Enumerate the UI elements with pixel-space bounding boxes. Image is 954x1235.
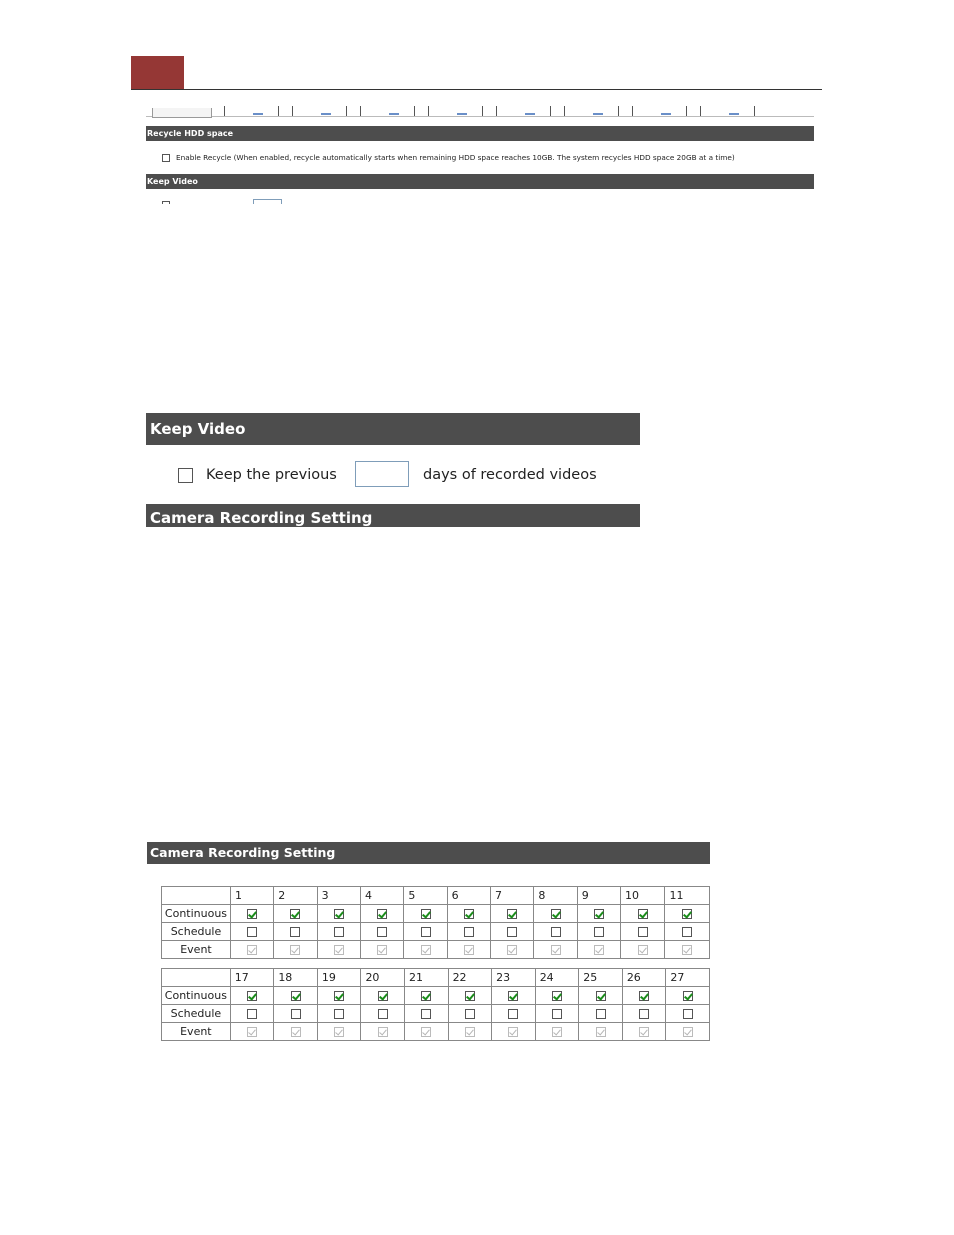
event-checkbox-disabled	[508, 1027, 518, 1037]
continuous-checkbox[interactable]	[682, 909, 692, 919]
schedule-checkbox[interactable]	[596, 1009, 606, 1019]
keep-days-input[interactable]	[253, 199, 282, 204]
camera-number: 1	[230, 887, 273, 905]
event-checkbox-disabled	[682, 945, 692, 955]
camera-number: 7	[491, 887, 534, 905]
schedule-checkbox[interactable]	[421, 927, 431, 937]
continuous-checkbox[interactable]	[291, 991, 301, 1001]
camera-grid-1	[161, 886, 710, 959]
schedule-checkbox[interactable]	[683, 1009, 693, 1019]
schedule-checkbox[interactable]	[638, 927, 648, 937]
continuous-checkbox[interactable]	[377, 909, 387, 919]
camera-number: 8	[534, 887, 577, 905]
tab-marker[interactable]	[321, 113, 331, 115]
keep-prefix-label: Keep the previous	[206, 467, 337, 483]
screenshot-keep-video	[146, 413, 640, 527]
continuous-checkbox[interactable]	[507, 909, 517, 919]
tab-divider	[482, 106, 483, 116]
tab-divider	[496, 106, 497, 116]
event-checkbox-disabled	[247, 1027, 257, 1037]
tab-divider	[414, 106, 415, 116]
camera-number: 2	[274, 887, 317, 905]
continuous-checkbox[interactable]	[551, 909, 561, 919]
event-checkbox-disabled	[596, 1027, 606, 1037]
tab-divider	[550, 106, 551, 116]
camera-number: 25	[579, 969, 623, 987]
tab-divider	[360, 106, 361, 116]
tab-strip	[146, 104, 814, 118]
schedule-checkbox[interactable]	[551, 927, 561, 937]
schedule-checkbox[interactable]	[507, 927, 517, 937]
continuous-checkbox[interactable]	[465, 991, 475, 1001]
camera-header-row	[162, 969, 710, 987]
continuous-checkbox[interactable]	[638, 909, 648, 919]
schedule-row	[162, 1005, 710, 1023]
tab-divider	[632, 106, 633, 116]
event-checkbox-disabled	[421, 1027, 431, 1037]
continuous-checkbox[interactable]	[508, 991, 518, 1001]
camera-number: 24	[535, 969, 579, 987]
schedule-checkbox[interactable]	[291, 1009, 301, 1019]
header-color-tab	[131, 56, 184, 90]
tab-marker[interactable]	[593, 113, 603, 115]
tab-divider	[754, 106, 755, 116]
camera-number: 17	[230, 969, 274, 987]
schedule-checkbox[interactable]	[682, 927, 692, 937]
tab-marker[interactable]	[661, 113, 671, 115]
schedule-checkbox[interactable]	[552, 1009, 562, 1019]
keep-video-checkbox[interactable]	[178, 468, 193, 483]
schedule-checkbox[interactable]	[334, 1009, 344, 1019]
camera-number: 4	[360, 887, 403, 905]
tab-divider	[686, 106, 687, 116]
event-checkbox-disabled	[421, 945, 431, 955]
keep-video-section-bar: Keep Video	[146, 174, 814, 189]
tab-marker[interactable]	[389, 113, 399, 115]
continuous-checkbox[interactable]	[334, 991, 344, 1001]
event-checkbox-disabled	[378, 1027, 388, 1037]
event-row	[162, 1023, 710, 1041]
event-checkbox-disabled	[465, 1027, 475, 1037]
event-checkbox-disabled	[247, 945, 257, 955]
schedule-row	[162, 923, 710, 941]
continuous-checkbox[interactable]	[464, 909, 474, 919]
enable-recycle-checkbox[interactable]	[162, 154, 170, 162]
continuous-checkbox[interactable]	[596, 991, 606, 1001]
continuous-checkbox[interactable]	[421, 991, 431, 1001]
camera-recording-section-bar: Camera Recording Setting	[147, 842, 710, 864]
keep-video-checkbox[interactable]	[162, 201, 170, 204]
tab-marker[interactable]	[729, 113, 739, 115]
screenshot-camera-recording	[147, 842, 710, 1042]
header-rule	[131, 89, 822, 90]
schedule-checkbox[interactable]	[464, 927, 474, 937]
event-checkbox-disabled	[594, 945, 604, 955]
tab-divider	[700, 106, 701, 116]
keep-suffix-label: days of recorded videos	[423, 467, 597, 483]
camera-number: 19	[317, 969, 361, 987]
row-label-schedule: Schedule	[162, 1005, 231, 1023]
tab-marker[interactable]	[525, 113, 535, 115]
camera-number: 22	[448, 969, 492, 987]
event-checkbox-disabled	[290, 945, 300, 955]
event-checkbox-disabled	[507, 945, 517, 955]
camera-number: 9	[577, 887, 620, 905]
event-checkbox-disabled	[291, 1027, 301, 1037]
tab-divider	[224, 106, 225, 116]
event-checkbox-disabled	[377, 945, 387, 955]
keep-video-section-bar: Keep Video	[146, 413, 640, 445]
event-checkbox-disabled	[638, 945, 648, 955]
camera-number: 6	[447, 887, 490, 905]
continuous-checkbox[interactable]	[594, 909, 604, 919]
camera-number: 20	[361, 969, 405, 987]
camera-number: 26	[622, 969, 666, 987]
schedule-checkbox[interactable]	[508, 1009, 518, 1019]
schedule-checkbox[interactable]	[378, 1009, 388, 1019]
schedule-checkbox[interactable]	[290, 927, 300, 937]
continuous-checkbox[interactable]	[334, 909, 344, 919]
continuous-checkbox[interactable]	[247, 991, 257, 1001]
camera-number: 10	[621, 887, 665, 905]
tab-divider	[278, 106, 279, 116]
event-checkbox-disabled	[334, 945, 344, 955]
row-label-event: Event	[162, 941, 231, 959]
tab-divider	[428, 106, 429, 116]
schedule-checkbox[interactable]	[377, 927, 387, 937]
camera-number: 18	[274, 969, 318, 987]
camera-number: 23	[492, 969, 536, 987]
continuous-row	[162, 987, 710, 1005]
tab-divider	[346, 106, 347, 116]
continuous-checkbox[interactable]	[639, 991, 649, 1001]
tab-strip-baseline	[146, 116, 814, 117]
event-checkbox-disabled	[639, 1027, 649, 1037]
event-checkbox-disabled	[464, 945, 474, 955]
grid-corner	[162, 969, 231, 987]
camera-grid-2	[161, 968, 710, 1041]
schedule-checkbox[interactable]	[639, 1009, 649, 1019]
row-label-schedule: Schedule	[162, 923, 231, 941]
row-label-event: Event	[162, 1023, 231, 1041]
schedule-checkbox[interactable]	[421, 1009, 431, 1019]
continuous-checkbox[interactable]	[378, 991, 388, 1001]
camera-number: 5	[404, 887, 447, 905]
tab-divider	[618, 106, 619, 116]
camera-number: 21	[405, 969, 449, 987]
event-checkbox-disabled	[551, 945, 561, 955]
camera-number: 11	[665, 887, 710, 905]
tab-marker[interactable]	[457, 113, 467, 115]
camera-number: 27	[666, 969, 710, 987]
continuous-checkbox[interactable]	[683, 991, 693, 1001]
schedule-checkbox[interactable]	[594, 927, 604, 937]
continuous-checkbox[interactable]	[290, 909, 300, 919]
tab-divider	[292, 106, 293, 116]
schedule-checkbox[interactable]	[247, 927, 257, 937]
enable-recycle-label: Enable Recycle (When enabled, recycle automatically starts when remaining HDD space reaches 10GB. The system recycles HDD space 20GB at a time)	[176, 153, 735, 162]
event-checkbox-disabled	[552, 1027, 562, 1037]
recycle-section-bar: Recycle HDD space	[146, 126, 814, 141]
camera-header-row	[162, 887, 710, 905]
continuous-checkbox[interactable]	[247, 909, 257, 919]
grid-corner	[162, 887, 231, 905]
tab-divider	[564, 106, 565, 116]
event-checkbox-disabled	[683, 1027, 693, 1037]
event-checkbox-disabled	[334, 1027, 344, 1037]
screenshot-overview	[146, 104, 814, 204]
row-label-continuous: Continuous	[162, 905, 231, 923]
camera-recording-section-bar: Camera Recording Setting	[146, 504, 640, 527]
selected-tab[interactable]	[152, 108, 212, 118]
tab-marker[interactable]	[253, 113, 263, 115]
keep-days-input[interactable]	[355, 461, 409, 487]
row-label-continuous: Continuous	[162, 987, 231, 1005]
continuous-checkbox[interactable]	[552, 991, 562, 1001]
camera-number: 3	[317, 887, 360, 905]
event-row	[162, 941, 710, 959]
continuous-checkbox[interactable]	[421, 909, 431, 919]
continuous-row	[162, 905, 710, 923]
schedule-checkbox[interactable]	[465, 1009, 475, 1019]
schedule-checkbox[interactable]	[247, 1009, 257, 1019]
schedule-checkbox[interactable]	[334, 927, 344, 937]
